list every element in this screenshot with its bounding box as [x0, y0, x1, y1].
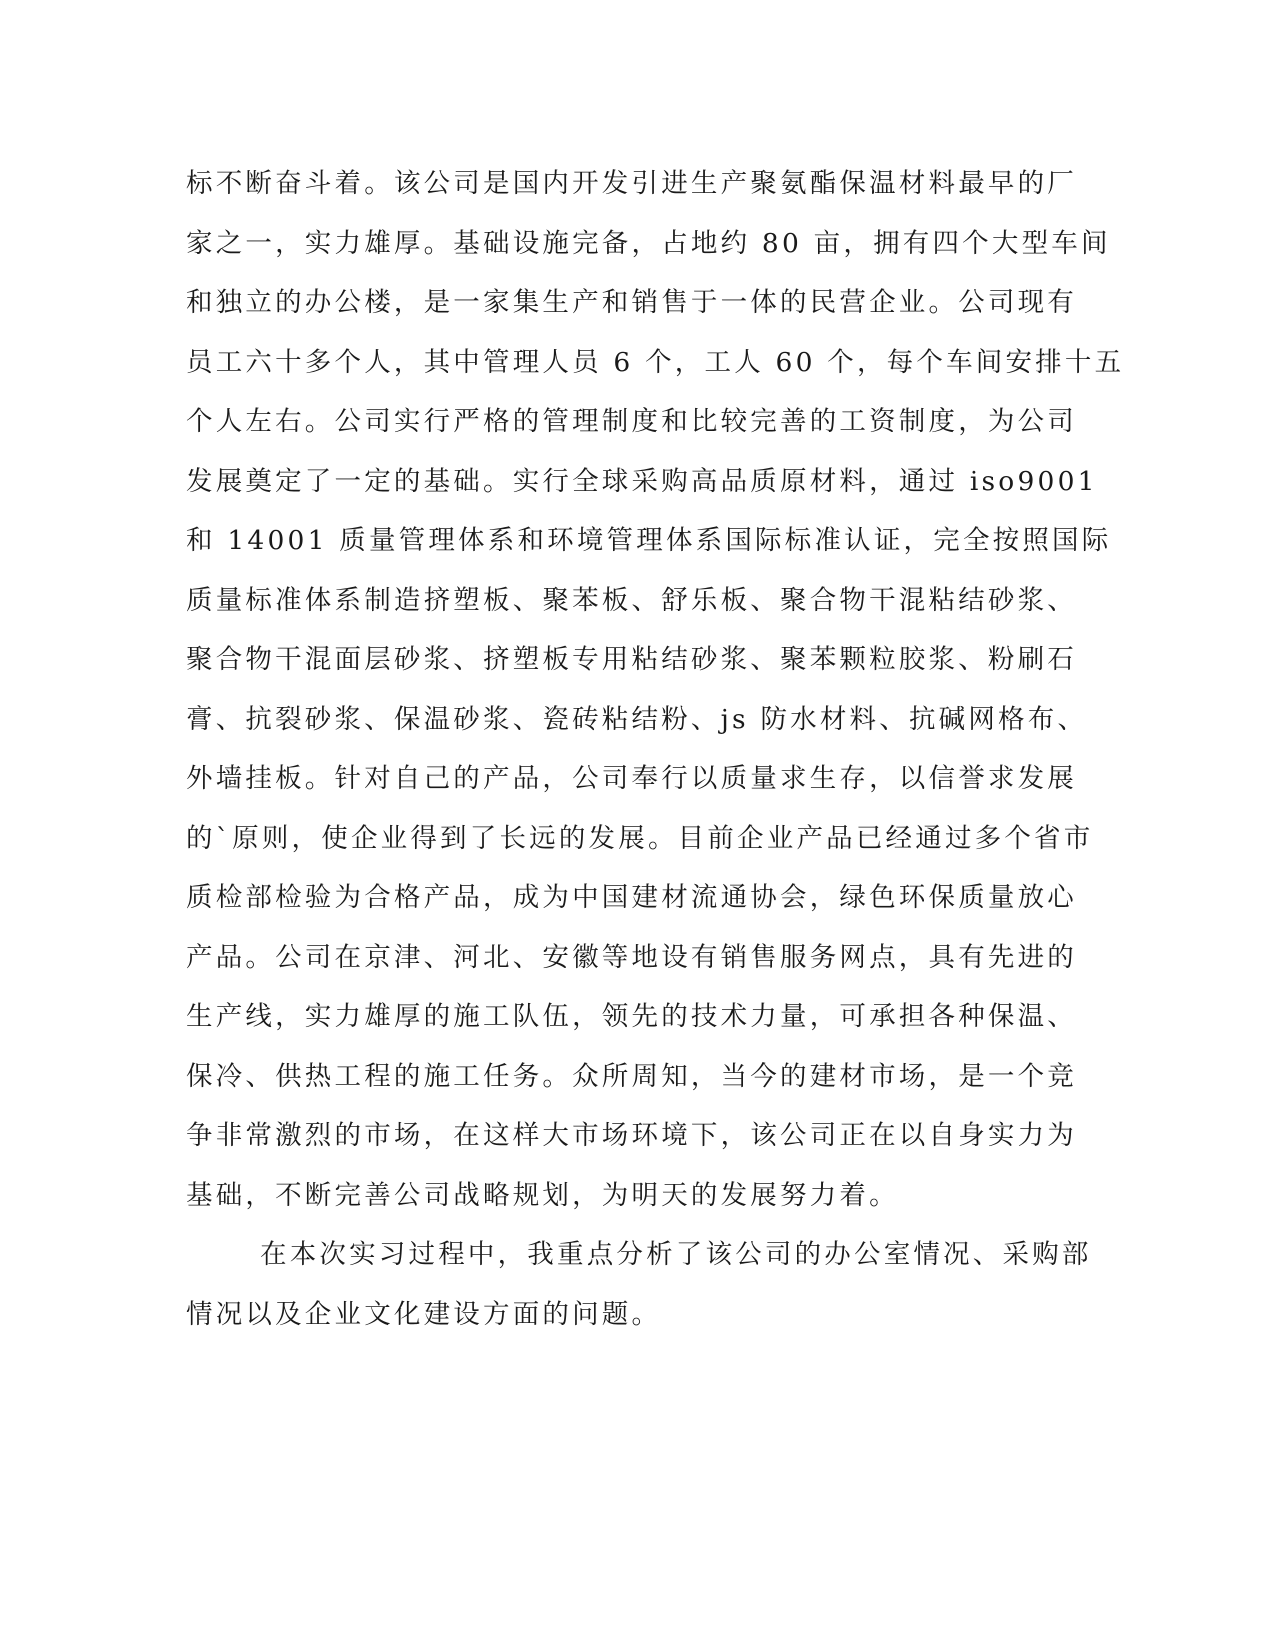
text-line: 发展奠定了一定的基础。实行全球采购高品质原材料，通过 iso9001 [186, 465, 1098, 497]
text-line: 的`原则，使企业得到了长远的发展。目前企业产品已经通过多个省市 [186, 822, 1094, 854]
paragraph-internship-focus [186, 1225, 1092, 1344]
text-line: 聚合物干混面层砂浆、挤塑板专用粘结砂浆、聚苯颗粒胶浆、粉刷石 [186, 644, 1077, 675]
text-line: 个人左右。公司实行严格的管理制度和比较完善的工资制度，为公司 [186, 406, 1077, 437]
body-text [186, 154, 1125, 1344]
text-line: 保冷、供热工程的施工任务。众所周知，当今的建材市场，是一个竞 [186, 1060, 1077, 1092]
text-line: 在本次实习过程中，我重点分析了该公司的办公室情况、采购部 [260, 1239, 1092, 1270]
text-line: 情况以及企业文化建设方面的问题。 [186, 1298, 662, 1330]
text-line: 家之一，实力雄厚。基础设施完备，占地约 80 亩，拥有四个大型车间 [186, 227, 1111, 259]
paragraph-company-profile [186, 154, 1125, 1225]
text-line: 基础，不断完善公司战略规划，为明天的发展努力着。 [186, 1179, 899, 1211]
text-line: 和独立的办公楼，是一家集生产和销售于一体的民营企业。公司现有 [186, 287, 1077, 318]
text-line: 外墙挂板。针对自己的产品，公司奉行以质量求生存，以信誉求发展 [186, 763, 1077, 794]
text-line: 产品。公司在京津、河北、安徽等地设有销售服务网点，具有先进的 [186, 941, 1077, 973]
text-line: 质检部检验为合格产品，成为中国建材流通协会，绿色环保质量放心 [186, 882, 1077, 913]
text-line: 争非常激烈的市场，在这样大市场环境下，该公司正在以自身实力为 [186, 1120, 1077, 1151]
text-line: 生产线，实力雄厚的施工队伍，领先的技术力量，可承担各种保温、 [186, 1001, 1077, 1032]
text-line: 和 14001 质量管理体系和环境管理体系国际标准认证，完全按照国际 [186, 525, 1112, 556]
text-line: 膏、抗裂砂浆、保温砂浆、瓷砖粘结粉、js 防水材料、抗碱网格布、 [186, 703, 1088, 735]
text-line: 标不断奋斗着。该公司是国内开发引进生产聚氨酯保温材料最早的厂 [186, 168, 1077, 199]
text-line: 员工六十多个人，其中管理人员 6 个，工人 60 个，每个车间安排十五 [186, 346, 1125, 378]
text-line: 质量标准体系制造挤塑板、聚苯板、舒乐板、聚合物干混粘结砂浆、 [186, 584, 1077, 616]
